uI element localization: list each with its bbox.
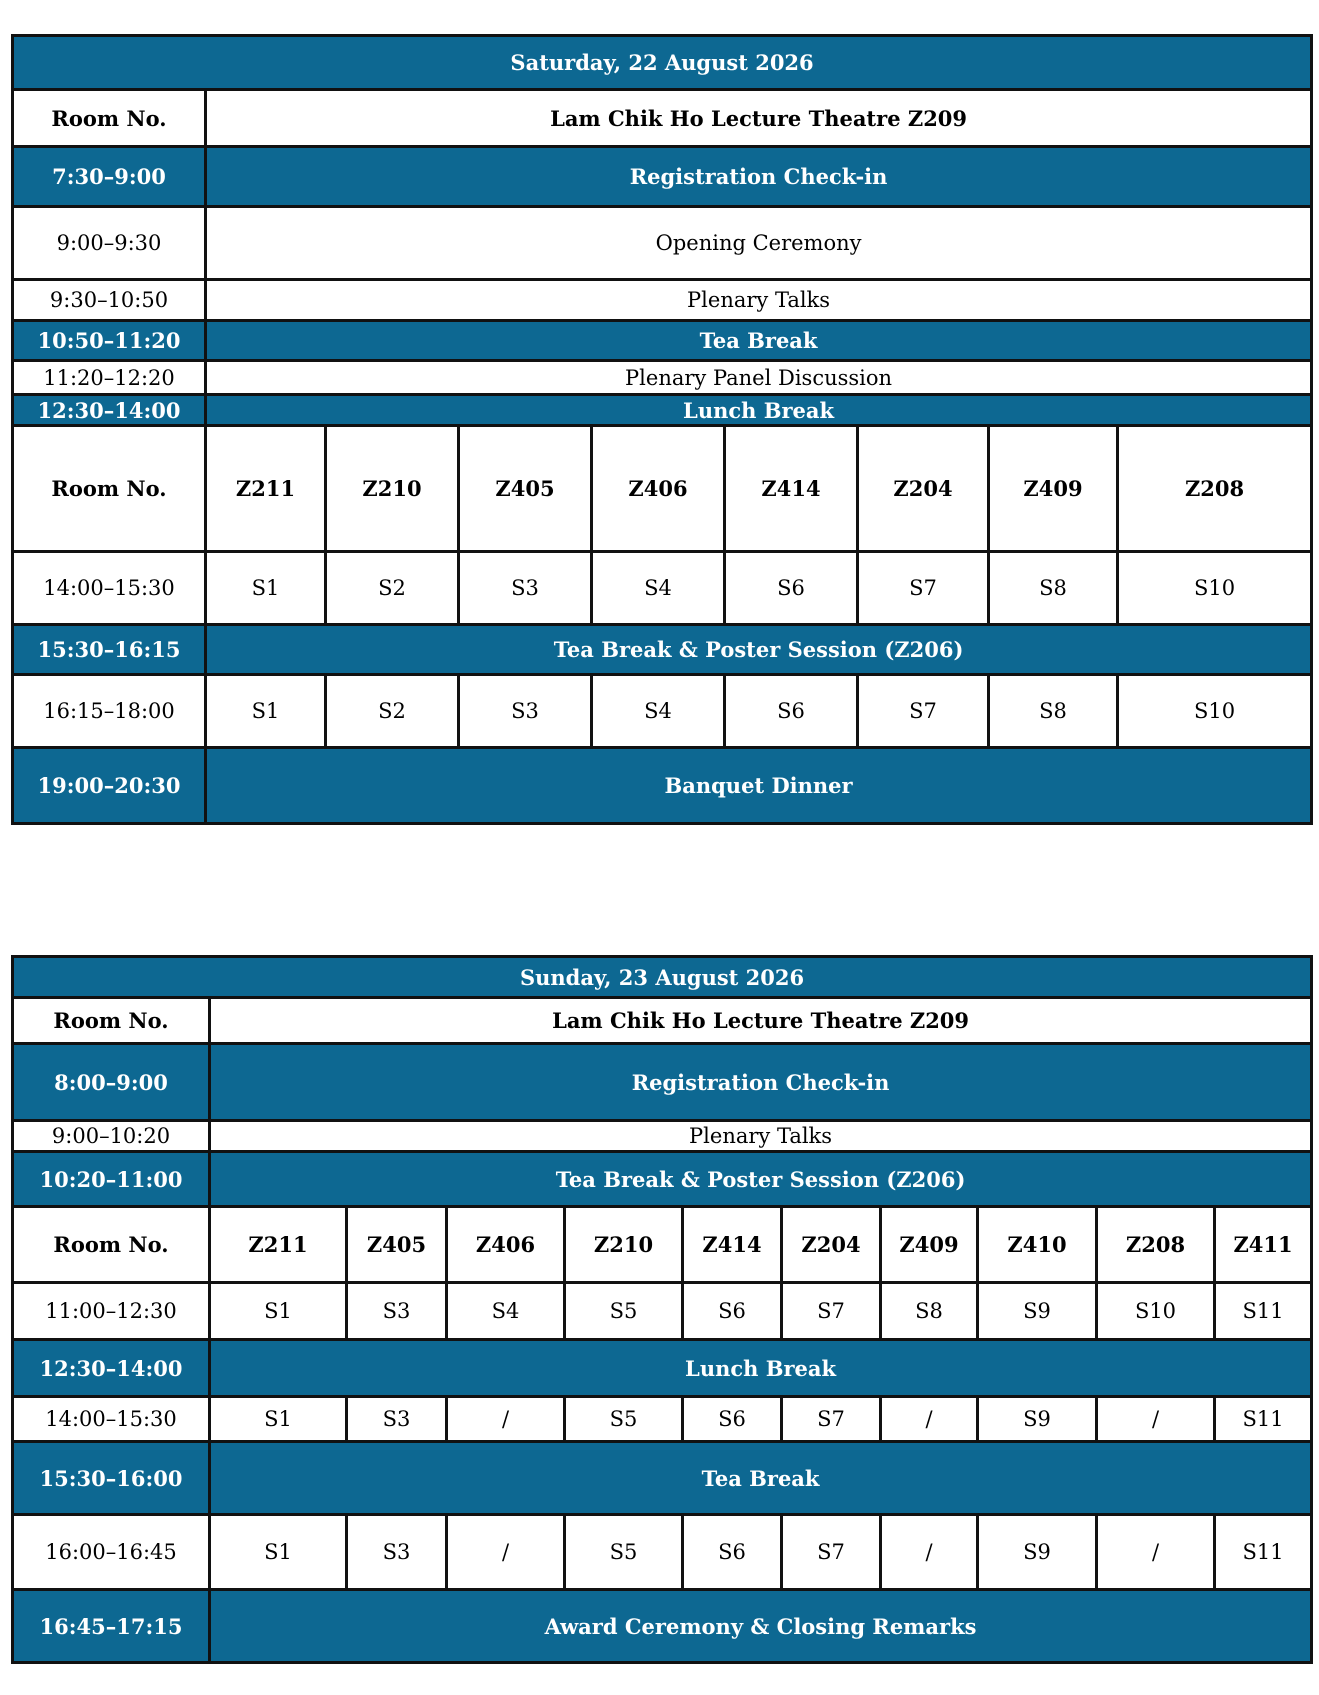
event-cell: Lunch Break <box>206 395 1312 426</box>
schedule-row <box>13 625 1312 675</box>
event-cell: Plenary Talks <box>206 280 1312 321</box>
room-header: Z211 <box>210 1207 347 1283</box>
session-cell: S8 <box>881 1283 978 1340</box>
room-header: Z211 <box>206 426 326 552</box>
session-cell: S7 <box>858 675 989 748</box>
session-row <box>13 1515 1312 1590</box>
event-cell: Tea Break & Poster Session (Z206) <box>210 1152 1312 1207</box>
time-cell: 8:00–9:00 <box>13 1044 210 1121</box>
schedule-row <box>13 207 1312 280</box>
room-label: Room No. <box>13 90 206 147</box>
session-cell: / <box>447 1515 565 1590</box>
event-cell: Award Ceremony & Closing Remarks <box>210 1590 1312 1663</box>
time-cell: 16:00–16:45 <box>13 1515 210 1590</box>
session-cell: S1 <box>210 1397 347 1442</box>
schedule-row <box>13 748 1312 824</box>
time-cell: 9:00–9:30 <box>13 207 206 280</box>
session-cell: S1 <box>210 1283 347 1340</box>
event-cell: Plenary Panel Discussion <box>206 361 1312 395</box>
saturday-room-row <box>13 90 1312 147</box>
session-cell: S6 <box>683 1397 782 1442</box>
room-header: Z406 <box>592 426 725 552</box>
session-cell: S6 <box>683 1283 782 1340</box>
schedule-row <box>13 1152 1312 1207</box>
session-row <box>13 675 1312 748</box>
room-header: Z204 <box>782 1207 881 1283</box>
session-cell: S4 <box>592 552 725 625</box>
session-cell: / <box>881 1515 978 1590</box>
event-cell: Plenary Talks <box>210 1121 1312 1152</box>
room-label: Room No. <box>13 998 210 1044</box>
session-cell: S3 <box>347 1397 447 1442</box>
session-cell: S6 <box>725 552 858 625</box>
session-cell: S1 <box>206 552 326 625</box>
time-cell: 15:30–16:00 <box>13 1442 210 1515</box>
event-cell: Banquet Dinner <box>206 748 1312 824</box>
room-header: Z406 <box>447 1207 565 1283</box>
event-cell: Tea Break <box>210 1442 1312 1515</box>
session-cell: S2 <box>326 552 459 625</box>
event-cell: Registration Check-in <box>206 147 1312 207</box>
schedule-row <box>13 395 1312 426</box>
schedule-row <box>13 321 1312 361</box>
schedule-row <box>13 280 1312 321</box>
time-cell: 11:20–12:20 <box>13 361 206 395</box>
room-header: Z405 <box>459 426 592 552</box>
session-cell: S11 <box>1215 1515 1312 1590</box>
time-cell: 9:00–10:20 <box>13 1121 210 1152</box>
sunday-title: Sunday, 23 August 2026 <box>13 957 1312 998</box>
room-label: Room No. <box>13 1207 210 1283</box>
room-header: Z409 <box>881 1207 978 1283</box>
session-cell: S3 <box>347 1283 447 1340</box>
session-row <box>13 1397 1312 1442</box>
session-cell: S10 <box>1097 1283 1215 1340</box>
room-header: Z208 <box>1118 426 1312 552</box>
schedule-row <box>13 1442 1312 1515</box>
time-cell: 14:00–15:30 <box>13 552 206 625</box>
session-cell: S10 <box>1118 675 1312 748</box>
session-cell: S8 <box>989 675 1118 748</box>
session-cell: / <box>1097 1515 1215 1590</box>
time-cell: 7:30–9:00 <box>13 147 206 207</box>
session-cell: S6 <box>725 675 858 748</box>
session-cell: S9 <box>978 1283 1097 1340</box>
schedule-row <box>13 1590 1312 1663</box>
time-cell: 9:30–10:50 <box>13 280 206 321</box>
session-cell: S4 <box>592 675 725 748</box>
session-cell: S5 <box>565 1397 683 1442</box>
time-cell: 10:50–11:20 <box>13 321 206 361</box>
session-cell: / <box>881 1397 978 1442</box>
room-header: Z411 <box>1215 1207 1312 1283</box>
time-cell: 16:45–17:15 <box>13 1590 210 1663</box>
session-cell: S1 <box>210 1515 347 1590</box>
saturday-schedule-table <box>11 34 1313 825</box>
session-cell: S3 <box>459 675 592 748</box>
room-header: Z409 <box>989 426 1118 552</box>
time-cell: 16:15–18:00 <box>13 675 206 748</box>
time-cell: 15:30–16:15 <box>13 625 206 675</box>
session-cell: S9 <box>978 1515 1097 1590</box>
theatre-name: Lam Chik Ho Lecture Theatre Z209 <box>210 998 1312 1044</box>
schedule-row <box>13 147 1312 207</box>
time-cell: 14:00–15:30 <box>13 1397 210 1442</box>
room-header: Z410 <box>978 1207 1097 1283</box>
schedule-row <box>13 1340 1312 1397</box>
time-cell: 12:30–14:00 <box>13 395 206 426</box>
session-cell: S3 <box>347 1515 447 1590</box>
session-row <box>13 552 1312 625</box>
room-header: Z414 <box>725 426 858 552</box>
room-header: Z204 <box>858 426 989 552</box>
sunday-title-row <box>13 957 1312 998</box>
sunday-room-row <box>13 998 1312 1044</box>
sunday-rooms-row <box>13 1207 1312 1283</box>
session-cell: S6 <box>683 1515 782 1590</box>
schedule-row <box>13 361 1312 395</box>
session-cell: S7 <box>782 1515 881 1590</box>
room-header: Z210 <box>326 426 459 552</box>
event-cell: Registration Check-in <box>210 1044 1312 1121</box>
session-cell: S8 <box>989 552 1118 625</box>
event-cell: Tea Break <box>206 321 1312 361</box>
session-cell: / <box>447 1397 565 1442</box>
session-cell: S7 <box>782 1397 881 1442</box>
time-cell: 12:30–14:00 <box>13 1340 210 1397</box>
session-cell: S11 <box>1215 1397 1312 1442</box>
room-header: Z208 <box>1097 1207 1215 1283</box>
session-cell: S7 <box>858 552 989 625</box>
schedule-row <box>13 1121 1312 1152</box>
session-cell: / <box>1097 1397 1215 1442</box>
saturday-title-row <box>13 36 1312 90</box>
theatre-name: Lam Chik Ho Lecture Theatre Z209 <box>206 90 1312 147</box>
session-cell: S5 <box>565 1515 683 1590</box>
room-header: Z414 <box>683 1207 782 1283</box>
session-cell: S3 <box>459 552 592 625</box>
session-cell: S11 <box>1215 1283 1312 1340</box>
session-cell: S7 <box>782 1283 881 1340</box>
room-header: Z210 <box>565 1207 683 1283</box>
room-label: Room No. <box>13 426 206 552</box>
session-cell: S10 <box>1118 552 1312 625</box>
event-cell: Lunch Break <box>210 1340 1312 1397</box>
session-cell: S5 <box>565 1283 683 1340</box>
time-cell: 19:00–20:30 <box>13 748 206 824</box>
event-cell: Tea Break & Poster Session (Z206) <box>206 625 1312 675</box>
session-cell: S2 <box>326 675 459 748</box>
session-row <box>13 1283 1312 1340</box>
session-cell: S9 <box>978 1397 1097 1442</box>
session-cell: S1 <box>206 675 326 748</box>
session-cell: S4 <box>447 1283 565 1340</box>
time-cell: 10:20–11:00 <box>13 1152 210 1207</box>
saturday-title: Saturday, 22 August 2026 <box>13 36 1312 90</box>
event-cell: Opening Ceremony <box>206 207 1312 280</box>
room-header: Z405 <box>347 1207 447 1283</box>
schedule-row <box>13 1044 1312 1121</box>
time-cell: 11:00–12:30 <box>13 1283 210 1340</box>
saturday-rooms-row <box>13 426 1312 552</box>
sunday-schedule-table <box>11 955 1313 1664</box>
